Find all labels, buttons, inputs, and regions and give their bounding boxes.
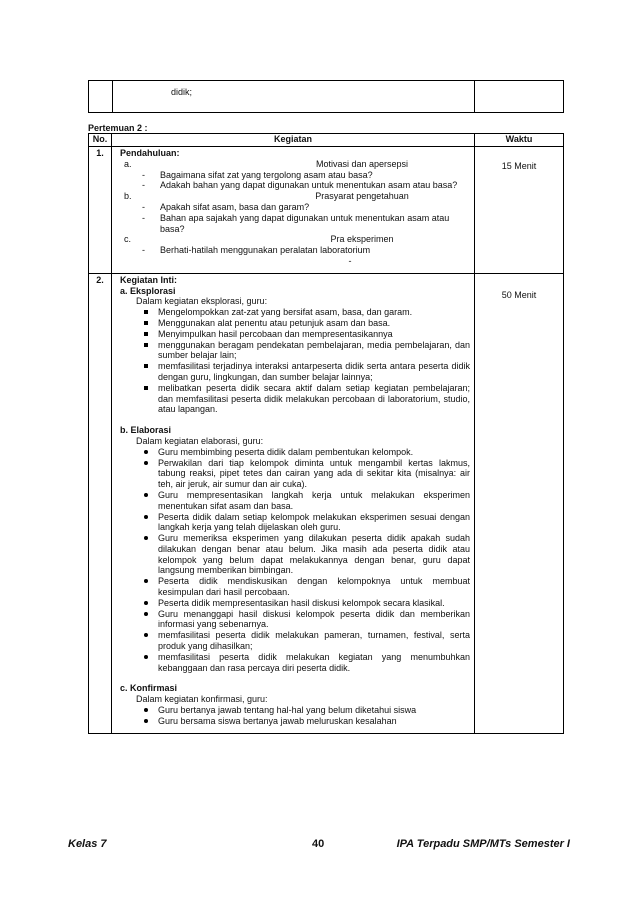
list-item: - Bagaimana sifat zat yang tergolong asam atau basa? (140, 170, 470, 181)
list-item: Mengelompokkan zat-zat yang bersifat asam, basa, dan garam. (136, 307, 470, 318)
row-number: 1. (89, 147, 112, 274)
sub-section-title: Pra eksperimen (330, 234, 394, 245)
sub-section-a: a. Motivasi dan apersepsi (120, 159, 470, 170)
list-item: - Bahan apa sajakah yang dapat digunakan untuk menentukan asam atau basa? (140, 213, 470, 235)
pendahuluan-title: Pendahuluan: (120, 148, 180, 158)
list-item: Guru bertanya jawab tentang hal-hal yang belum diketahui siswa (136, 705, 470, 716)
footer-subject: IPA Terpadu SMP/MTs Semester I (396, 838, 570, 850)
table-row (89, 273, 564, 733)
list-item: Guru membimbing peserta didik dalam pembentukan kelompok. (136, 447, 470, 458)
list-item: Peserta didik mendiskusikan dengan kelompoknya untuk membuat kesimpulan dari hasil percobaan. (136, 576, 470, 598)
list-item: Guru bersama siswa bertanya jawab meluruskan kesalahan (136, 716, 470, 727)
list-item: - Adakah bahan yang dapat digunakan untuk menentukan asam atau basa? (140, 180, 470, 191)
header-no: No. (89, 134, 112, 147)
list-item: memfasilitasi peserta didik melakukan kegiatan yang menumbuhkan kebanggaan dan rasa percaya diri peserta didik. (136, 652, 470, 674)
sub-section-b: b. Prasyarat pengetahuan (120, 191, 470, 202)
dot-bullet-list (120, 705, 470, 727)
list-item: Menyimpulkan hasil percobaan dan mempresentasikannya (136, 329, 470, 340)
list-item: Menggunakan alat penentu atau petunjuk asam dan basa. (136, 318, 470, 329)
sub-section-title: Motivasi dan apersepsi (315, 158, 409, 169)
square-bullet-list (120, 307, 470, 415)
sub-section-title: Prasyarat pengetahuan (315, 191, 409, 202)
activity-table (88, 133, 564, 734)
dash-list (120, 202, 470, 234)
pendahuluan-cell (112, 147, 475, 274)
konfirmasi-intro: Dalam kegiatan konfirmasi, guru: (136, 694, 268, 705)
dot-bullet-list (120, 447, 470, 674)
elaborasi-intro: Dalam kegiatan elaborasi, guru: (136, 435, 264, 446)
meeting-label: Pertemuan 2 : (88, 123, 148, 133)
dash-list (120, 245, 470, 256)
table-row (89, 81, 564, 113)
sub-section-c: c. Pra eksperimen (120, 234, 470, 245)
list-item: melibatkan peserta didik secara aktif dalam setiap kegiatan pembelajaran; dan memfasilitasi peserta didik melakukan percobaan di laboratorium, studio, atau lapangan. (136, 383, 470, 415)
list-item: - Berhati-hatilah menggunakan peralatan laboratorium (140, 245, 470, 256)
dash-list (120, 170, 470, 192)
header-waktu: Waktu (475, 134, 564, 147)
duration: 15 Menit (475, 147, 564, 274)
continuation-table (88, 80, 564, 113)
list-item: memfasilitasi terjadinya interaksi antarpeserta didik serta antara peserta didik dengan guru, lingkungan, dan sumber belajar lainnya; (136, 361, 470, 383)
list-item: - Apakah sifat asam, basa dan garam? (140, 202, 470, 213)
page-footer (68, 838, 570, 852)
list-item: Peserta didik dalam setiap kelompok melakukan eksperimen sesuai dengan langkah kerja yang telah dijelaskan oleh guru. (136, 512, 470, 534)
list-item: Guru menanggapi hasil diskusi kelompok peserta didik dan memberikan informasi yang sebenarnya. (136, 609, 470, 631)
eksplorasi-title: a. Eksplorasi (120, 285, 176, 296)
inti-title: Kegiatan Inti: (120, 274, 178, 285)
row-number: 2. (89, 273, 112, 733)
duration: 50 Menit (475, 273, 564, 733)
continuation-text: didik; (113, 81, 475, 113)
list-item: Guru mempresentasikan langkah kerja untuk melakukan eksperimen menentukan sifat asam dan basa. (136, 490, 470, 512)
table-row (89, 147, 564, 274)
table-header-row (89, 134, 564, 147)
list-item: Peserta didik mempresentasikan hasil diskusi kelompok secara klasikal. (136, 598, 470, 609)
konfirmasi-title: c. Konfirmasi (120, 683, 178, 694)
trailing-dash: - (348, 255, 352, 266)
header-kegiatan: Kegiatan (112, 134, 475, 147)
elaborasi-title: b. Elaborasi (120, 425, 172, 436)
page-number: 40 (312, 838, 325, 850)
footer-class: Kelas 7 (68, 838, 107, 850)
list-item: Guru memeriksa eksperimen yang dilakukan peserta didik apakah sudah dilakukan dengan benar atau belum. Jika masih ada peserta didik atau kelompok yang belum dapat melakukannya dengan benar, guru dapat langsung memberikan bimbingan. (136, 533, 470, 576)
list-item: menggunakan beragam pendekatan pembelajaran, media pembelajaran, dan sumber belajar lain; (136, 340, 470, 362)
list-item: Perwakilan dari tiap kelompok diminta untuk mengambil kertas lakmus, tabung reaksi, pipet tetes dan cairan yang ada di sekitar kita (misalnya: air teh, air jeruk, air sumur dan air cuka). (136, 458, 470, 490)
inti-cell (112, 273, 475, 733)
list-item: memfasilitasi peserta didik melakukan pameran, turnamen, festival, serta produk yang dihasilkan; (136, 630, 470, 652)
eksplorasi-intro: Dalam kegiatan eksplorasi, guru: (136, 296, 268, 307)
